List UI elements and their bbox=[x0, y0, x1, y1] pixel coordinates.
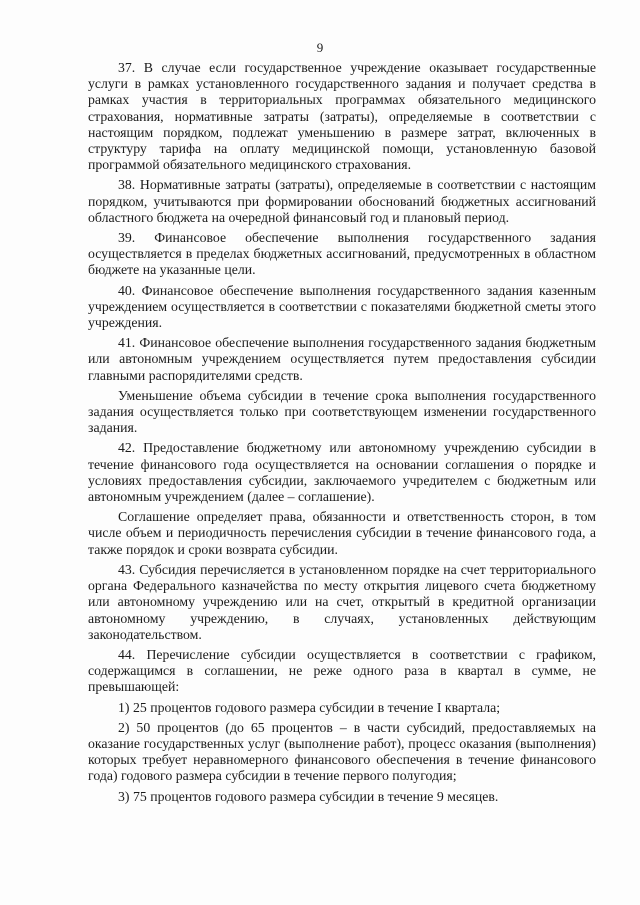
paragraph-40: 40. Финансовое обеспечение выполнения государственного задания казенным учреждением осуществляется в соответствии с показателями бюджетной сметы этого учреждения. bbox=[88, 282, 596, 331]
list-item-1: 1) 25 процентов годового размера субсидии в течение I квартала; bbox=[118, 699, 501, 715]
paragraph-41-subsidy-reduction: Уменьшение объема субсидии в течение срока выполнения государственного задания осуществляется только при соответствующем изменении государственного задания. bbox=[88, 387, 596, 436]
paragraph-43: 43. Субсидия перечисляется в установленном порядке на счет территориального органа Федерального казначейства по месту открытия лицевого счета бюджетному или автономному учреждению или на счет, открытый в кредитной организации автономному учреждению, в случаях, установленных действующим законодательством. bbox=[88, 561, 596, 642]
paragraph-38: 38. Нормативные затраты (затраты), определяемые в соответствии с настоящим порядком, учитываются при формировании обоснований бюджетных ассигнований областного бюджета на очередной финансовый год и плановый период. bbox=[88, 177, 596, 225]
list-item-2: 2) 50 процентов (до 65 процентов – в части субсидий, предоставляемых на оказание государственных услуг (выполнение работ), процесс оказания (выполнения) которых требует неравномерного финансового обеспечения в течение финансового года) годового размера субсидии в течение первого полугодия; bbox=[88, 719, 596, 784]
list-item-3: 3) 75 процентов годового размера субсидии в течение 9 месяцев. bbox=[118, 788, 499, 804]
document-body bbox=[88, 60, 596, 809]
paragraph-39: 39. Финансовое обеспечение выполнения государственного задания осуществляется в пределах бюджетных ассигнований, предусмотренных в областном бюджете на указанные цели. bbox=[88, 230, 596, 278]
page-number: 9 bbox=[316, 40, 324, 55]
paragraph-44: 44. Перечисление субсидии осуществляется в соответствии с графиком, содержащимся в соглашении, не реже одного раза в квартал в сумме, не превышающей: bbox=[88, 646, 596, 695]
paragraph-42: 42. Предоставление бюджетному или автономному учреждению субсидии в течение финансового года осуществляется на основании соглашения о порядке и условиях предоставления субсидии, заключаемого учредителем с бюджетным или автономным учреждением (далее – соглашение). bbox=[88, 440, 596, 505]
paragraph-42-agreement: Соглашение определяет права, обязанности и ответственность сторон, в том числе объем и периодичность перечисления субсидии в течение финансового года, а также порядок и сроки возврата субсидии. bbox=[88, 509, 596, 557]
paragraph-37: 37. В случае если государственное учреждение оказывает государственные услуги в рамках установленного государственного задания и получает средства в рамках участия в территориальных программах обязательного медицинского страхования, нормативные затраты (затраты), определяемые в соответствии с настоящим порядком, подлежат уменьшению в размере затрат, включенных в структуру тарифа на оплату медицинской помощи, установленную базовой программой обязательного медицинского страхования. bbox=[88, 60, 596, 173]
paragraph-41: 41. Финансовое обеспечение выполнения государственного задания бюджетным или автономным учреждением осуществляется путем предоставления субсидии главными распорядителями средств. bbox=[88, 335, 596, 383]
